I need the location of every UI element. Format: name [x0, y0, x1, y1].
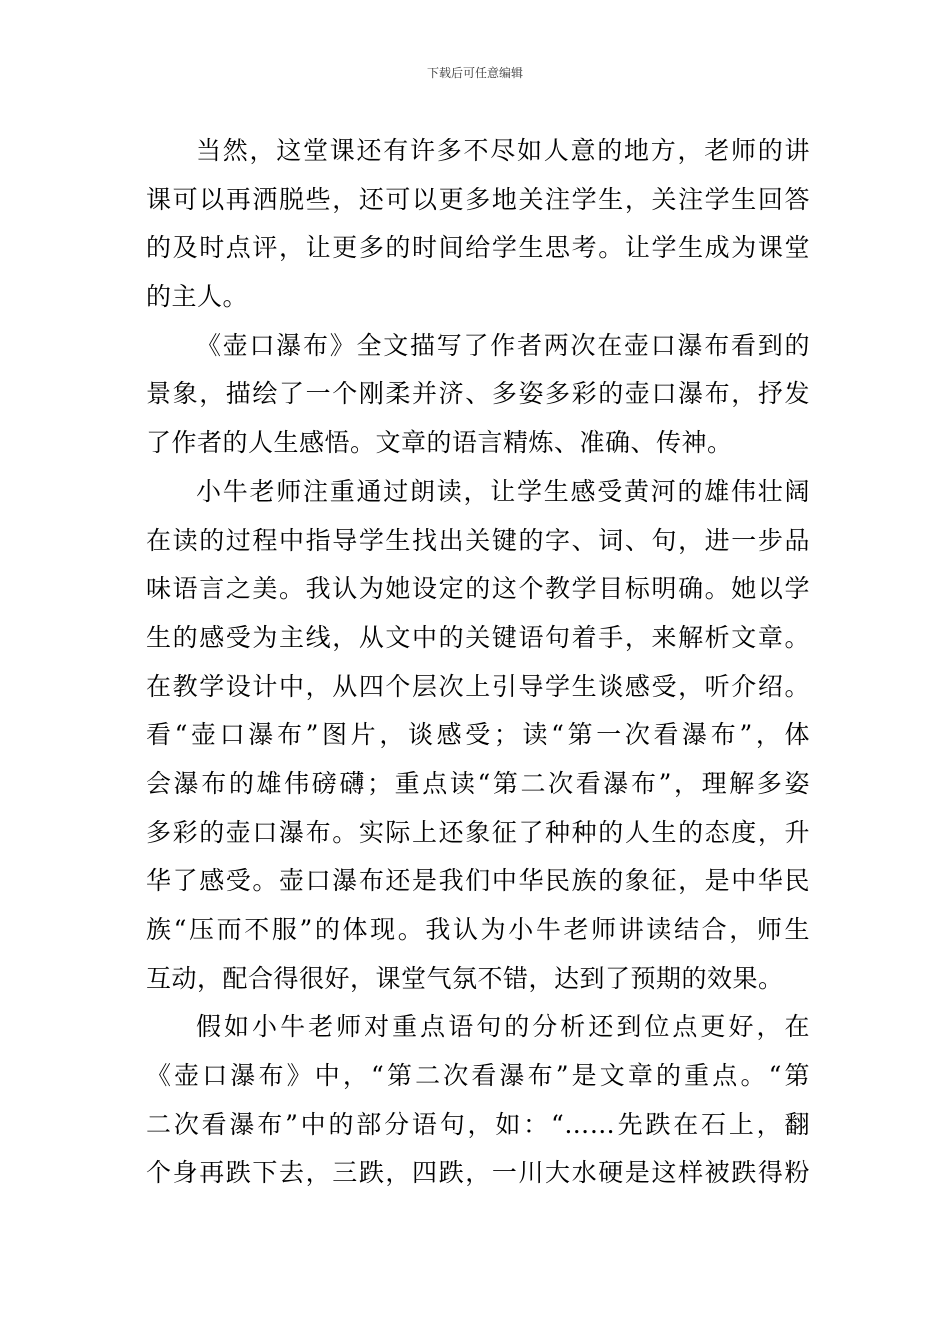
body-text [146, 127, 810, 1198]
text-line: 的主人。 [146, 282, 249, 312]
paragraph-3 [146, 468, 810, 1004]
text-line: 味语言之美。我认为她设定的这个教学目标明确。她以学 [146, 574, 810, 604]
text-line: 《壶口瀑布》全文描写了作者两次在壶口瀑布看到的 [196, 330, 810, 360]
text-line: 在读的过程中指导学生找出关键的字、词、句，进一步品 [146, 525, 810, 555]
text-line: 族“压而不服”的体现。我认为小牛老师讲读结合，师生 [146, 915, 810, 944]
text-line: 二次看瀑布”中的部分语句，如：“……先跌在石上，翻 [146, 1109, 810, 1139]
text-line: 假如小牛老师对重点语句的分析还到位点更好，在 [196, 1012, 810, 1042]
paragraph-1 [146, 127, 810, 322]
text-line: 了作者的人生感悟。文章的语言精炼、准确、传神。 [146, 428, 733, 458]
text-line: 个身再跌下去，三跌，四跌，一川大水硬是这样被跌得粉 [146, 1158, 810, 1188]
text-line: 的及时点评，让更多的时间给学生思考。让学生成为课堂 [146, 233, 810, 263]
text-line: 互动，配合得很好，课堂气氛不错，达到了预期的效果。 [146, 963, 784, 993]
text-line: 华了感受。壶口瀑布还是我们中华民族的象征，是中华民 [146, 866, 810, 896]
paragraph-4 [146, 1003, 810, 1198]
page-header: 下载后可任意编辑 [426, 66, 523, 80]
text-line: 景象，描绘了一个刚柔并济、多姿多彩的壶口瀑布，抒发 [146, 379, 810, 409]
text-line: 会瀑布的雄伟磅礴；重点读“第二次看瀑布”，理解多姿 [146, 768, 810, 798]
text-line: 课可以再洒脱些，还可以更多地关注学生，关注学生回答 [146, 184, 810, 214]
text-line: 在教学设计中，从四个层次上引导学生谈感受，听介绍。 [146, 671, 810, 701]
text-line: 当然，这堂课还有许多不尽如人意的地方，老师的讲 [196, 136, 810, 165]
paragraph-2 [146, 322, 810, 468]
text-line: 多彩的壶口瀑布。实际上还象征了种种的人生的态度，升 [146, 817, 810, 847]
text-line: 小牛老师注重通过朗读，让学生感受黄河的雄伟壮阔 [196, 476, 810, 506]
text-line: 生的感受为主线，从文中的关键语句着手，来解析文章。 [146, 622, 810, 652]
text-line: 看“壶口瀑布”图片，谈感受；读“第一次看瀑布”，体 [146, 720, 810, 750]
text-line: 《壶口瀑布》中，“第二次看瀑布”是文章的重点。“第 [146, 1061, 810, 1091]
